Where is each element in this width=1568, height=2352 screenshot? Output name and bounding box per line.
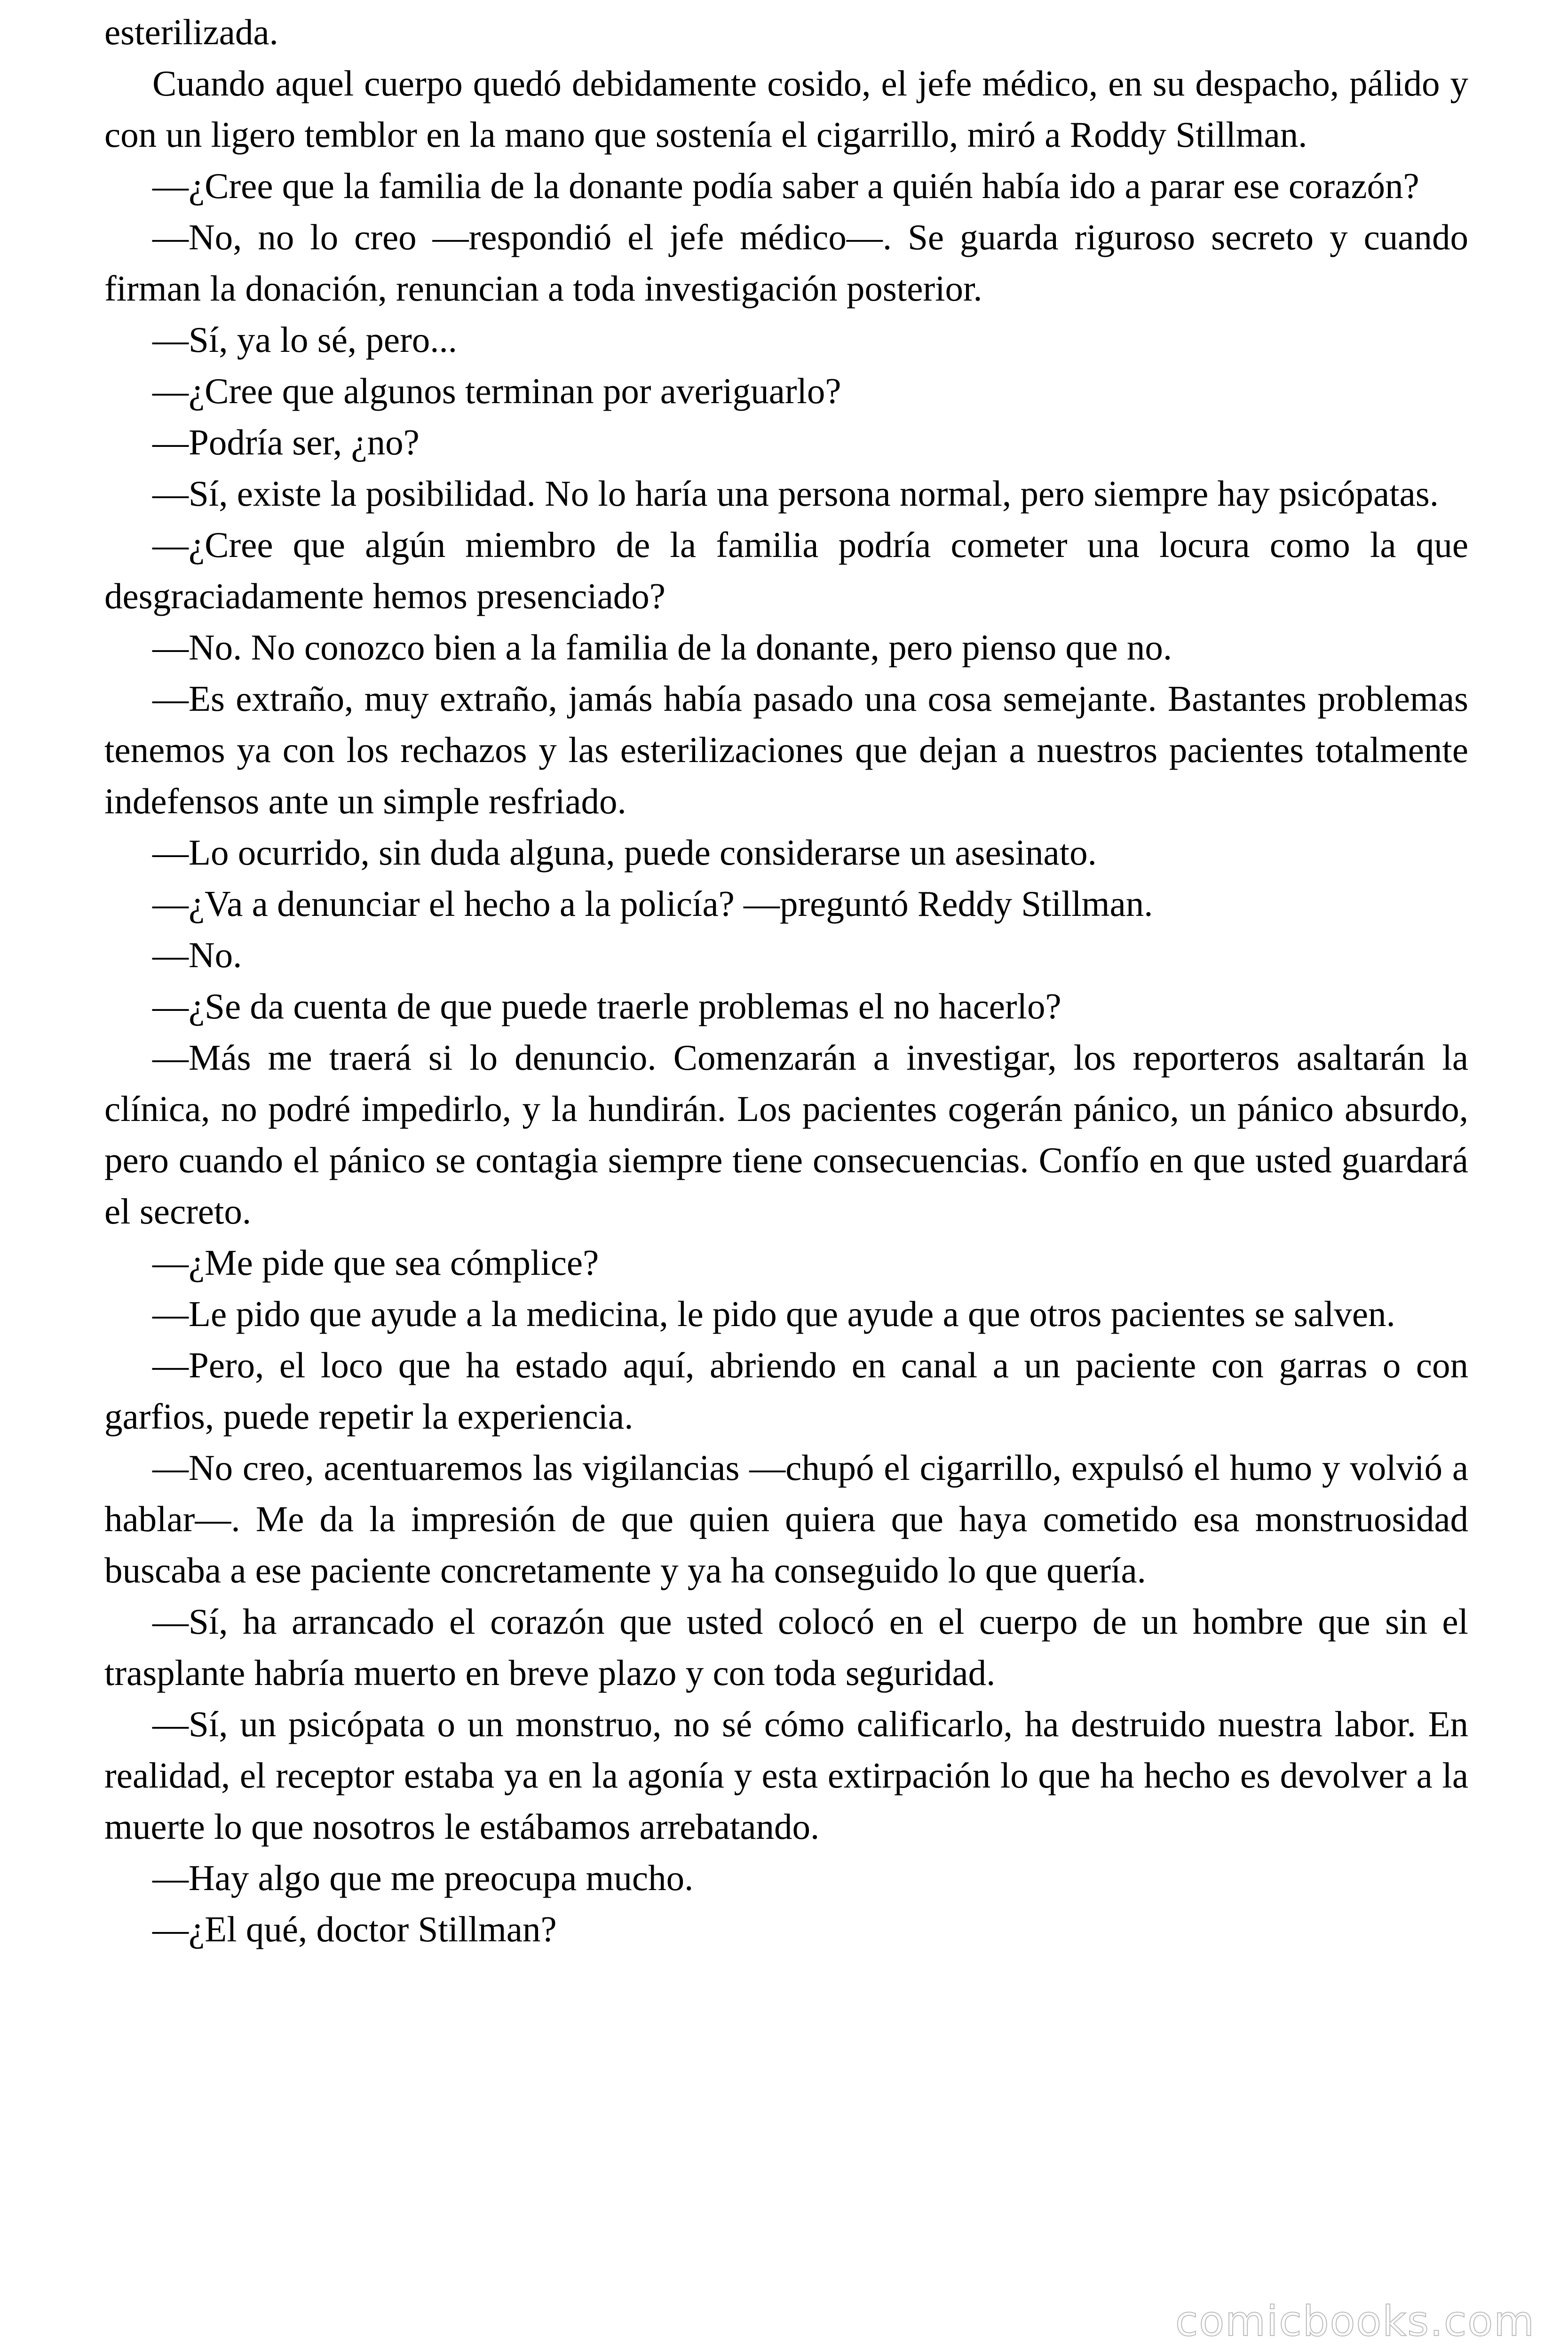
dialogue-line: —¿Se da cuenta de que puede traerle problemas el no hacerlo? bbox=[152, 986, 1061, 1026]
dialogue-line: —¿El qué, doctor Stillman? bbox=[152, 1909, 557, 1949]
watermark: comicbooks.com bbox=[1175, 2297, 1535, 2345]
dialogue-line: —¿Me pide que sea cómplice? bbox=[152, 1242, 599, 1283]
dialogue-line: —Hay algo que me preocupa mucho. bbox=[152, 1858, 694, 1898]
dialogue-line: —¿Va a denunciar el hecho a la policía? —preguntó Reddy Stillman. bbox=[152, 883, 1153, 924]
dialogue-line: —Podría ser, ¿no? bbox=[152, 422, 420, 462]
dialogue-line: —Sí, existe la posibilidad. No lo haría una persona normal, pero siempre hay psicópatas. bbox=[152, 473, 1439, 514]
dialogue-line: —Lo ocurrido, sin duda alguna, puede considerarse un asesinato. bbox=[152, 832, 1097, 873]
dialogue-line: —No, no lo creo —respondió el jefe médico—. Se guarda riguroso secreto y cuando firman la donación, renuncian a toda investigación posterior. bbox=[104, 217, 1468, 309]
dialogue-line: —Pero, el loco que ha estado aquí, abriendo en canal a un paciente con garras o con garfios, puede repetir la experiencia. bbox=[104, 1345, 1468, 1437]
dialogue-line: —No creo, acentuaremos las vigilancias —chupó el cigarrillo, expulsó el humo y volvió a hablar—. Me da la impresión de que quien quiera que haya cometido esa monstruosidad buscaba a ese paciente concretamente y ya ha conseguido lo que quería. bbox=[104, 1447, 1468, 1590]
dialogue-line: —Sí, ya lo sé, pero... bbox=[152, 319, 457, 360]
dialogue-line: —No. bbox=[152, 935, 242, 975]
dialogue-line: —¿Cree que algunos terminan por averiguarlo? bbox=[152, 371, 841, 411]
dialogue-line: —No. No conozco bien a la familia de la donante, pero pienso que no. bbox=[152, 627, 1172, 667]
paragraph: Cuando aquel cuerpo quedó debidamente cosido, el jefe médico, en su despacho, pálido y con un ligero temblor en la mano que sostenía el cigarrillo, miró a Roddy Stillman. bbox=[104, 63, 1468, 155]
dialogue-line: —¿Cree que algún miembro de la familia podría cometer una locura como la que desgraciadamente hemos presenciado? bbox=[104, 524, 1468, 616]
dialogue-line: —Es extraño, muy extraño, jamás había pasado una cosa semejante. Bastantes problemas tenemos ya con los rechazos y las esterilizaciones que dejan a nuestros pacientes totalmente indefensos ante un simple resfriado. bbox=[104, 678, 1468, 821]
dialogue-line: —Sí, un psicópata o un monstruo, no sé cómo calificarlo, ha destruido nuestra labor. En realidad, el receptor estaba ya en la agonía y esta extirpación lo que ha hecho es devolver a la muerte lo que nosotros le estábamos arrebatando. bbox=[104, 1704, 1468, 1847]
book-page-text bbox=[104, 7, 1468, 1955]
dialogue-line: —Más me traerá si lo denuncio. Comenzarán a investigar, los reporteros asaltarán la clínica, no podré impedirlo, y la hundirán. Los pacientes cogerán pánico, un pánico absurdo, pero cuando el pánico se contagia siempre tiene consecuencias. Confío en que usted guardará el secreto. bbox=[104, 1037, 1468, 1232]
dialogue-line: —Le pido que ayude a la medicina, le pido que ayude a que otros pacientes se salven. bbox=[152, 1294, 1395, 1334]
paragraph-continuation: esterilizada. bbox=[104, 12, 278, 52]
dialogue-line: —Sí, ha arrancado el corazón que usted colocó en el cuerpo de un hombre que sin el trasplante habría muerto en breve plazo y con toda seguridad. bbox=[104, 1601, 1468, 1693]
dialogue-line: —¿Cree que la familia de la donante podía saber a quién había ido a parar ese corazón? bbox=[152, 166, 1419, 206]
